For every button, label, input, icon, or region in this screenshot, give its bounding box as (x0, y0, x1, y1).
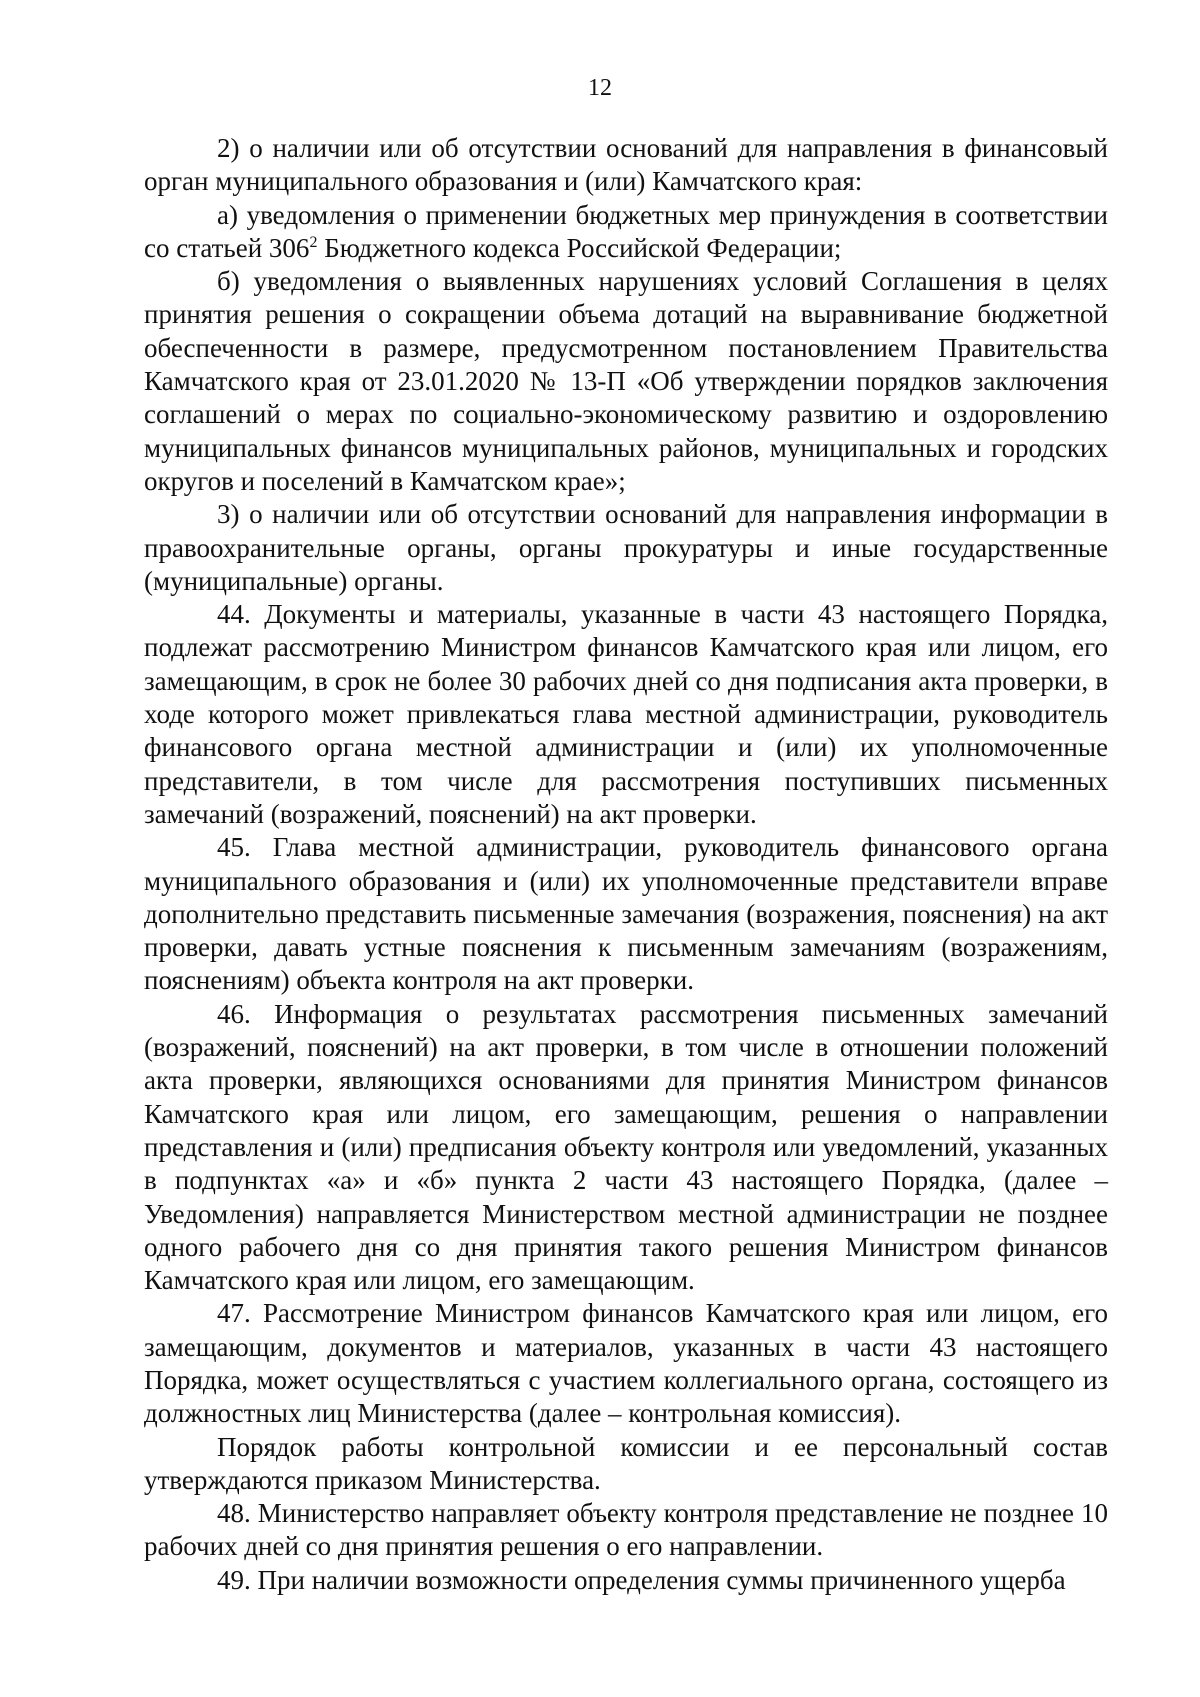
paragraph-subitem-a-text-end: Бюджетного кодекса Российской Федерации; (317, 232, 842, 263)
page-number: 12 (588, 75, 612, 101)
paragraph-item-2: 2) о наличии или об отсутствии оснований для направления в финансовый орган муниципального образования и (или) Камчатского края: (144, 133, 1108, 197)
paragraph-subitem-a-text: а) уведомления о применении бюджетных мер принуждения в соответствии со статьей 306 (144, 199, 1108, 263)
paragraph-commission-order: Порядок работы контрольной комиссии и ее персональный состав утверждаются приказом Министерства. (144, 1431, 1108, 1495)
paragraph-subitem-b: б) уведомления о выявленных нарушениях условий Соглашения в целях принятия решения о сокращении объема дотаций на выравнивание бюджетной обеспеченности в размере, предусмотренном постановлением Правительства Камчатского края от 23.01.2020 № 13-П «Об утверждении порядков заключения соглашений о мерах по социально-экономическому развитию и оздоровлению муниципальных финансов муниципальных районов, муниципальных и городских округов и поселений в Камчатском крае»; (144, 266, 1108, 496)
paragraph-subitem-a (144, 199, 1108, 266)
paragraph-46: 46. Информация о результатах рассмотрения письменных замечаний (возражений, пояснений) на акт проверки, в том числе в отношении положений акта проверки, являющихся основаниями для принятия Министром финансов Камчатского края или лицом, его замещающим, решения о направлении представления и (или) предписания объекту контроля или уведомлений, указанных в подпунктах «а» и «б» пункта 2 части 43 настоящего Порядка, (далее – Уведомления) направляется Министерством местной администрации не позднее одного рабочего дня со дня принятия такого решения Министром финансов Камчатского края или лицом, его замещающим. (144, 998, 1108, 1296)
superscript-index: 2 (309, 233, 318, 251)
paragraph-item-3: 3) о наличии или об отсутствии оснований для направления информации в правоохранительные органы, органы прокуратуры и иные государственные (муниципальные) органы. (144, 499, 1108, 596)
paragraph-48: 48. Министерство направляет объекту контроля представление не позднее 10 рабочих дней со дня принятия решения о его направлении. (144, 1498, 1108, 1562)
document-body (144, 132, 1108, 1597)
paragraph-44: 44. Документы и материалы, указанные в части 43 настоящего Порядка, подлежат рассмотрению Министром финансов Камчатского края или лицом, его замещающим, в срок не более 30 рабочих дней со дня подписания акта проверки, в ходе которого может привлекаться глава местной администрации, руководитель финансового органа местной администрации и (или) их уполномоченные представители, в том числе для рассмотрения поступивших письменных замечаний (возражений, пояснений) на акт проверки. (144, 599, 1108, 829)
paragraph-45: 45. Глава местной администрации, руководитель финансового органа муниципального образования и (или) их уполномоченные представители вправе дополнительно представить письменные замечания (возражения, пояснения) на акт проверки, давать устные пояснения к письменным замечаниям (возражениям, пояснениям) объекта контроля на акт проверки. (144, 832, 1108, 996)
paragraph-49: 49. При наличии возможности определения суммы причиненного ущерба (217, 1564, 1066, 1595)
paragraph-47: 47. Рассмотрение Министром финансов Камчатского края или лицом, его замещающим, документов и материалов, указанных в части 43 настоящего Порядка, может осуществляться с участием коллегиального органа, состоящего из должностных лиц Министерства (далее – контрольная комиссия). (144, 1298, 1108, 1429)
